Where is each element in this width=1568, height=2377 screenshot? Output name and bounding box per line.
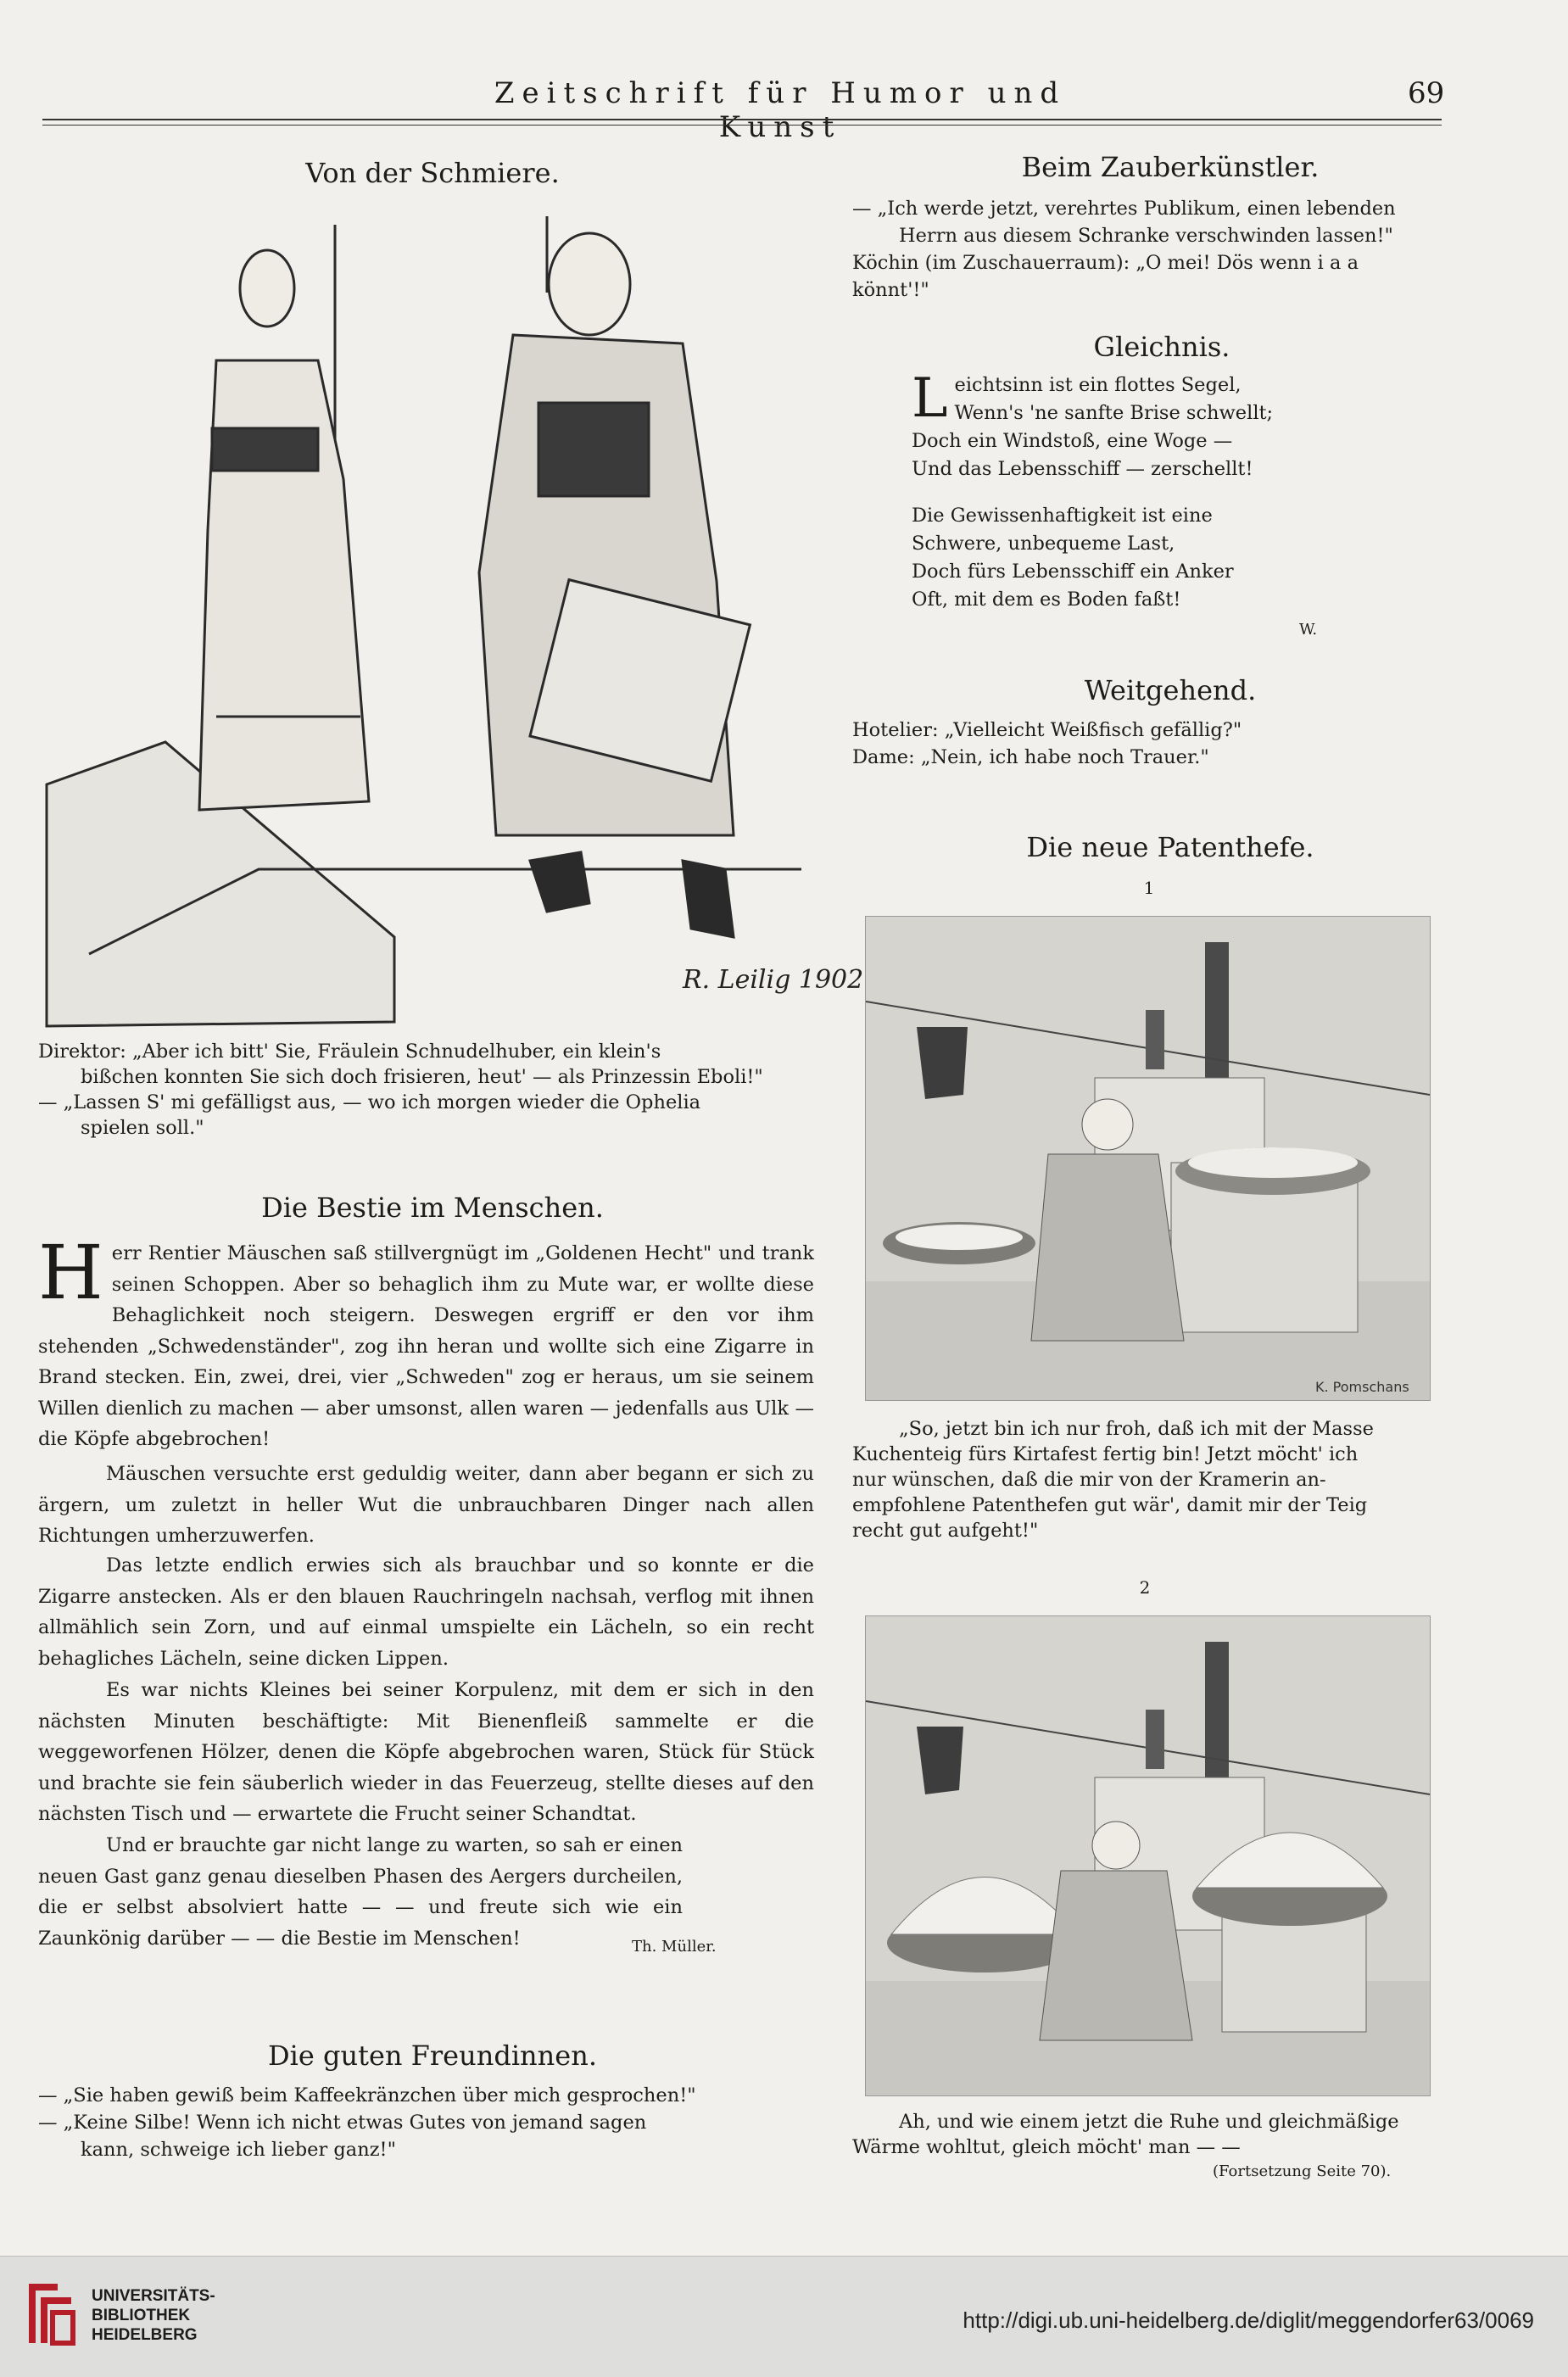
dropcap-letter: L: [912, 367, 948, 430]
continuation-note: (Fortsetzung Seite 70).: [1213, 2162, 1392, 2180]
page-number: 69: [1408, 76, 1445, 110]
patenthefe-title: Die neue Patenthefe.: [1026, 831, 1314, 863]
weitgehend-dialog: [852, 717, 1446, 771]
picture-number-1: 1: [1143, 878, 1155, 898]
poem-line: Und das Lebensschiff — zerschellt!: [912, 458, 1253, 480]
caption-line: „So, jetzt bin ich nur froh, daß ich mit der Masse: [899, 1418, 1374, 1440]
freundinnen-dialog: [38, 2082, 827, 2163]
caption-line: recht gut aufgeht!": [852, 1520, 1039, 1542]
dialog-line: könnt'!": [852, 279, 929, 301]
gleichnis-title: Gleichnis.: [1093, 331, 1230, 363]
university-logo-icon: [24, 2275, 78, 2352]
caption-line: — „Lassen S' mi gefälligst aus, — wo ich morgen wieder die Ophelia: [38, 1091, 701, 1113]
poem-line: eichtsinn ist ein flottes Segel,: [954, 374, 1242, 396]
poem-stanza-2: [912, 502, 1437, 614]
caption-line: nur wünschen, daß die mir von der Kramerin an-: [852, 1469, 1326, 1491]
bestie-paragraph-2: Mäuschen versuchte erst geduldig weiter, dann aber begann er sich zu ärgern, um zuletzt in heller Wut die unbrauchbaren Dinger nach allen Richtungen umherzuwerfen.: [38, 1463, 814, 1547]
bestie-author: Th. Müller.: [632, 1938, 717, 1956]
header-rule-thin: [42, 125, 1442, 126]
patenthefe-caption-1: [852, 1416, 1446, 1543]
zauber-title: Beim Zauberkünstler.: [1021, 151, 1320, 183]
gleichnis-poem: [912, 367, 1437, 633]
running-title: Zeitschrift für Humor und Kunst: [494, 76, 1067, 144]
viewer-footer: [0, 2256, 1568, 2377]
bestie-title: Die Bestie im Menschen.: [261, 1191, 604, 1224]
bestie-paragraph-1: H err Rentier Mäuschen saß stillvergnügt im „Goldenen Hecht" und trank seinen Schoppen. Aber so behaglich ihm zu Mute war, er wollte diese Behaglichkeit noch steigern. Deswegen ergriff er den vor ihm stehenden „Schwedenständer", zog ihn heran und wollte sich eine Zigarre in Brand stecken. Ein, zwei, drei, vier „Schweden" zog er heraus, um sie seinem Willen dienlich zu machen — aber umsonst, allen waren — jedenfalls aus Ulk — die Köpfe abgebrochen!: [38, 1229, 814, 1450]
freundinnen-title: Die guten Freundinnen.: [268, 2039, 597, 2072]
bestie-paragraph-4: Es war nichts Kleines bei seiner Korpulenz, mit dem er sich in den nächsten Minuten beschäftigte: Mit Bienenfleiß sammelte er die weggeworfenen Hölzer, denen die Köpfe abgebrochen waren, Stück für Stück und brachte sie fein säuberlich wieder in das Feuerzeug, stellte dieses auf den nächsten Tisch und — erwartete die Frucht seiner Schandtat.: [38, 1679, 814, 1825]
baking-woman-picture-2: [865, 1615, 1431, 2096]
dialog-line: kann, schweige ich lieber ganz!": [81, 2139, 396, 2161]
caption-line: bißchen konnten Sie sich doch frisieren, heut' — als Prinzessin Eboli!": [81, 1066, 763, 1088]
caption-line: empfohlene Patenthefen gut wär', damit mir der Teig: [852, 1494, 1368, 1516]
document-url-link[interactable]: http://digi.ub.uni-heidelberg.de/diglit/meggendorfer63/0069: [963, 2307, 1534, 2333]
poem-line: Schwere, unbequeme Last,: [912, 533, 1175, 555]
poem-line: Doch fürs Lebensschiff ein Anker: [912, 561, 1234, 583]
picture-number-2: 2: [1139, 1577, 1151, 1598]
baking-woman-picture-1: [865, 916, 1431, 1401]
poem-stanza-1: [912, 367, 1437, 483]
bestie-paragraph-3: Das letzte endlich erwies sich als brauchbar und so konnte er die Zigarre anstecken. Als er den blauen Rauchringeln nachsah, verflog mit ihnen allmählich sein Zorn, und auf einmal umspielte ein Lächeln, so ein recht behagliches Lächeln, seine dicken Lippen.: [38, 1554, 814, 1670]
dialog-line: Hotelier: „Vielleicht Weißfisch gefällig?": [852, 719, 1242, 741]
dialog-line: Köchin (im Zuschauerraum): „O mei! Dös wenn i a a: [852, 252, 1359, 274]
poem-line: Wenn's 'ne sanfte Brise schwellt;: [954, 402, 1274, 424]
patenthefe-caption-2: [852, 2109, 1446, 2160]
theatre-cartoon-illustration: [38, 191, 864, 1026]
weitgehend-title: Weitgehend.: [1084, 674, 1257, 706]
picture-signature: K. Pomschans: [1315, 1379, 1409, 1395]
poem-line: Oft, mit dem es Boden faßt!: [912, 589, 1181, 611]
dialog-line: — „Ich werde jetzt, verehrtes Publikum, einen lebenden: [852, 198, 1396, 220]
caption-line: Kuchenteig fürs Kirtafest fertig bin! Jetzt möcht' ich: [852, 1443, 1359, 1465]
caption-line: Direktor: „Aber ich bitt' Sie, Fräulein Schnudelhuber, ein klein's: [38, 1041, 661, 1063]
schmiere-caption: [38, 1039, 827, 1141]
gleichnis-author: W.: [1299, 621, 1318, 639]
poem-line: Doch ein Windstoß, eine Woge —: [912, 430, 1233, 452]
dialog-line: Herrn aus diesem Schranke verschwinden lassen!": [899, 225, 1393, 247]
schmiere-title: Von der Schmiere.: [305, 157, 560, 189]
header-rule: [42, 119, 1442, 120]
dialog-line: Dame: „Nein, ich habe noch Trauer.": [852, 746, 1209, 768]
zauber-dialog: [852, 195, 1446, 304]
caption-line: spielen soll.": [81, 1117, 204, 1139]
dialog-line: — „Sie haben gewiß beim Kaffeekränzchen über mich gesprochen!": [38, 2084, 696, 2106]
poem-line: Die Gewissenhaftigkeit ist eine: [912, 505, 1213, 527]
bestie-paragraph-5: Und er brauchte gar nicht lange zu warten, so sah er einen neuen Gast ganz genau dieselben Phasen des Aergers durcheilen, die er selbst absolviert hatte — — und freute sich wie ein Zaunkönig darüber — — die Bestie im Menschen!: [38, 1834, 683, 1950]
dropcap-letter: H: [38, 1229, 103, 1316]
library-name: UNIVERSITÄTS- BIBLIOTHEK HEIDELBERG: [92, 2287, 215, 2344]
caption-line: Wärme wohltut, gleich möcht' man — —: [852, 2136, 1241, 2158]
caption-line: Ah, und wie einem jetzt die Ruhe und gleichmäßige: [899, 2111, 1399, 2133]
dialog-line: — „Keine Silbe! Wenn ich nicht etwas Gutes von jemand sagen: [38, 2112, 647, 2134]
artist-signature: R. Leilig 1902: [683, 965, 864, 995]
